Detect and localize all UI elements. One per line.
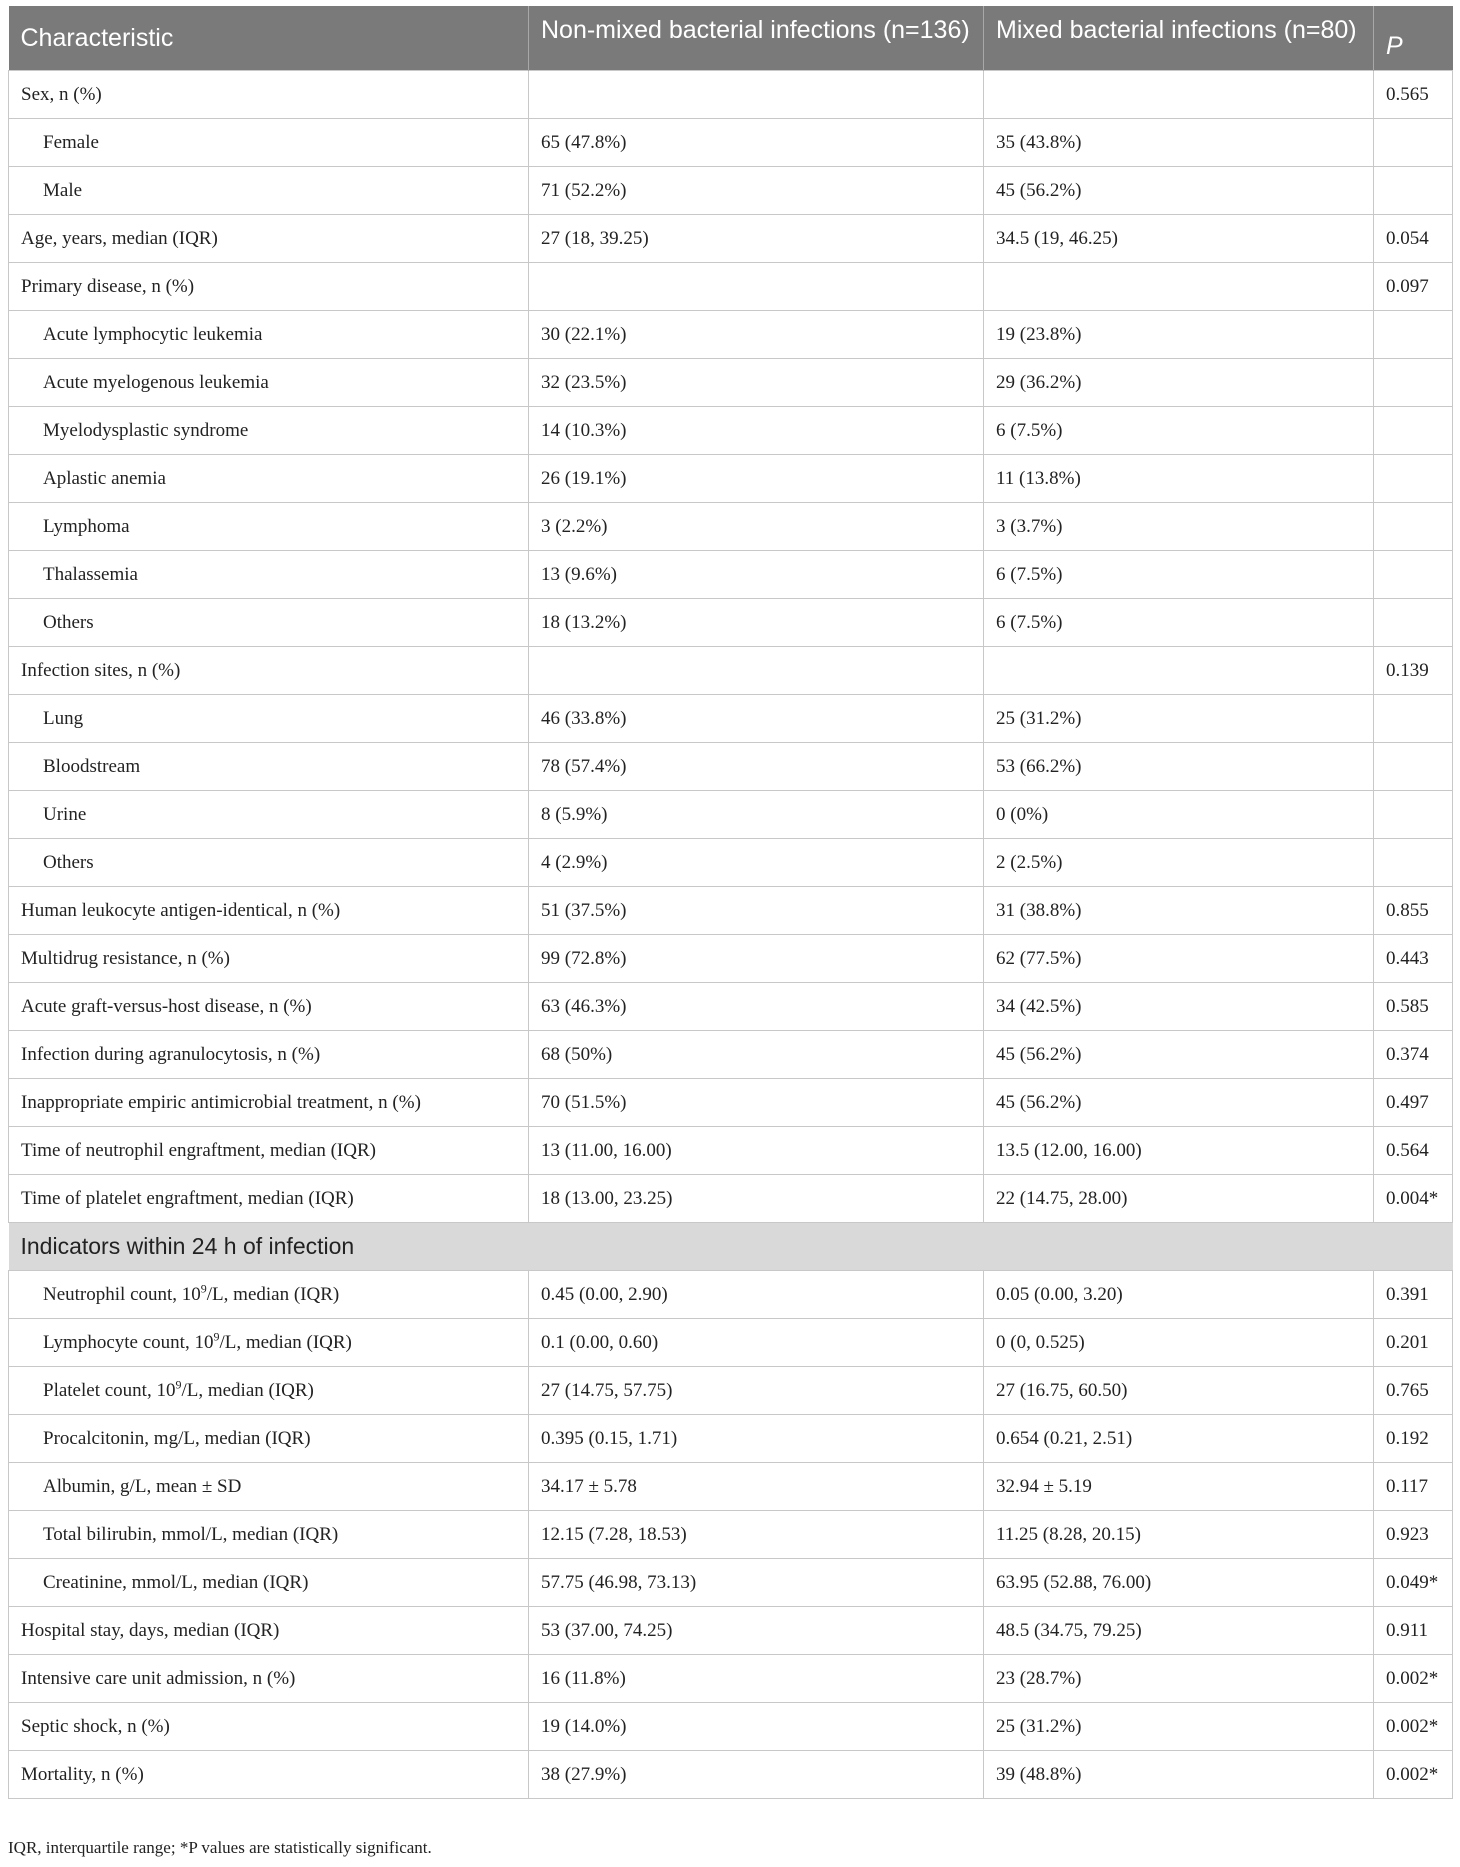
table-row — [9, 1271, 1453, 1319]
row-label: Multidrug resistance, n (%) — [9, 935, 529, 983]
non-mixed-value: 18 (13.2%) — [529, 599, 984, 647]
mixed-value: 0 (0%) — [984, 791, 1374, 839]
row-label: Sex, n (%) — [9, 71, 529, 119]
table-row — [9, 1703, 1453, 1751]
non-mixed-value: 16 (11.8%) — [529, 1655, 984, 1703]
row-label: Mortality, n (%) — [9, 1751, 529, 1799]
non-mixed-value: 68 (50%) — [529, 1031, 984, 1079]
row-label: Female — [9, 119, 529, 167]
table-row — [9, 695, 1453, 743]
p-value: 0.923 — [1374, 1511, 1453, 1559]
row-label: Male — [9, 167, 529, 215]
row-label-suffix: /L, median (IQR) — [219, 1331, 352, 1353]
mixed-value: 62 (77.5%) — [984, 935, 1374, 983]
non-mixed-value: 0.45 (0.00, 2.90) — [529, 1271, 984, 1319]
mixed-value: 25 (31.2%) — [984, 695, 1374, 743]
p-value — [1374, 359, 1453, 407]
table-row — [9, 167, 1453, 215]
p-value: 0.497 — [1374, 1079, 1453, 1127]
p-value: 0.201 — [1374, 1319, 1453, 1367]
mixed-value: 45 (56.2%) — [984, 1031, 1374, 1079]
p-value: 0.002* — [1374, 1751, 1453, 1799]
non-mixed-value: 78 (57.4%) — [529, 743, 984, 791]
p-value: 0.054 — [1374, 215, 1453, 263]
row-label: Thalassemia — [9, 551, 529, 599]
header-p-value — [1374, 6, 1453, 71]
table-row — [9, 551, 1453, 599]
mixed-value: 0.654 (0.21, 2.51) — [984, 1415, 1374, 1463]
p-value: 0.002* — [1374, 1703, 1453, 1751]
table-row — [9, 1031, 1453, 1079]
row-label: Others — [9, 839, 529, 887]
p-value — [1374, 791, 1453, 839]
mixed-value: 0 (0, 0.525) — [984, 1319, 1374, 1367]
non-mixed-value — [529, 647, 984, 695]
p-value: 0.097 — [1374, 263, 1453, 311]
mixed-value: 48.5 (34.75, 79.25) — [984, 1607, 1374, 1655]
p-value — [1374, 167, 1453, 215]
p-value: 0.002* — [1374, 1655, 1453, 1703]
row-label: Infection sites, n (%) — [9, 647, 529, 695]
mixed-value: 45 (56.2%) — [984, 1079, 1374, 1127]
table-row — [9, 1607, 1453, 1655]
row-label-text: Lymphocyte count, 10 — [43, 1331, 214, 1353]
section-row — [9, 1223, 1453, 1271]
table-row — [9, 647, 1453, 695]
table-row — [9, 1367, 1453, 1415]
row-label: Intensive care unit admission, n (%) — [9, 1655, 529, 1703]
mixed-value: 6 (7.5%) — [984, 551, 1374, 599]
mixed-value — [984, 71, 1374, 119]
mixed-value — [984, 647, 1374, 695]
non-mixed-value: 0.395 (0.15, 1.71) — [529, 1415, 984, 1463]
mixed-value — [984, 263, 1374, 311]
p-value: 0.855 — [1374, 887, 1453, 935]
non-mixed-value: 26 (19.1%) — [529, 455, 984, 503]
row-label-suffix: /L, median (IQR) — [181, 1379, 314, 1401]
row-label — [9, 1271, 529, 1319]
row-label-superscript: 9 — [200, 1281, 207, 1296]
table-row — [9, 1463, 1453, 1511]
non-mixed-value: 70 (51.5%) — [529, 1079, 984, 1127]
p-value — [1374, 743, 1453, 791]
row-label: Human leukocyte antigen-identical, n (%) — [9, 887, 529, 935]
p-value: 0.443 — [1374, 935, 1453, 983]
p-value — [1374, 455, 1453, 503]
p-value: 0.564 — [1374, 1127, 1453, 1175]
mixed-value: 63.95 (52.88, 76.00) — [984, 1559, 1374, 1607]
table-row — [9, 359, 1453, 407]
row-label: Primary disease, n (%) — [9, 263, 529, 311]
table-row — [9, 1079, 1453, 1127]
row-label: Total bilirubin, mmol/L, median (IQR) — [9, 1511, 529, 1559]
characteristics-table-container — [8, 6, 1452, 1799]
p-value — [1374, 407, 1453, 455]
row-label-superscript: 9 — [175, 1377, 182, 1392]
table-row — [9, 1175, 1453, 1223]
header-row — [9, 6, 1453, 71]
row-label: Inappropriate empiric antimicrobial treatment, n (%) — [9, 1079, 529, 1127]
non-mixed-value: 71 (52.2%) — [529, 167, 984, 215]
mixed-value: 19 (23.8%) — [984, 311, 1374, 359]
table-row — [9, 1751, 1453, 1799]
non-mixed-value: 30 (22.1%) — [529, 311, 984, 359]
table-row — [9, 935, 1453, 983]
table-row — [9, 119, 1453, 167]
mixed-value: 23 (28.7%) — [984, 1655, 1374, 1703]
row-label: Lung — [9, 695, 529, 743]
non-mixed-value: 13 (9.6%) — [529, 551, 984, 599]
p-value — [1374, 599, 1453, 647]
row-label: Aplastic anemia — [9, 455, 529, 503]
row-label: Age, years, median (IQR) — [9, 215, 529, 263]
p-value: 0.139 — [1374, 647, 1453, 695]
p-value — [1374, 839, 1453, 887]
mixed-value: 34.5 (19, 46.25) — [984, 215, 1374, 263]
non-mixed-value: 14 (10.3%) — [529, 407, 984, 455]
mixed-value: 6 (7.5%) — [984, 407, 1374, 455]
table-row — [9, 1127, 1453, 1175]
p-value: 0.391 — [1374, 1271, 1453, 1319]
p-value: 0.004* — [1374, 1175, 1453, 1223]
non-mixed-value: 0.1 (0.00, 0.60) — [529, 1319, 984, 1367]
row-label: Time of neutrophil engraftment, median (IQR) — [9, 1127, 529, 1175]
mixed-value: 32.94 ± 5.19 — [984, 1463, 1374, 1511]
non-mixed-value: 51 (37.5%) — [529, 887, 984, 935]
table-body — [9, 71, 1453, 1799]
non-mixed-value: 27 (14.75, 57.75) — [529, 1367, 984, 1415]
non-mixed-value: 32 (23.5%) — [529, 359, 984, 407]
p-value: 0.765 — [1374, 1367, 1453, 1415]
table-row — [9, 1511, 1453, 1559]
row-label — [9, 1367, 529, 1415]
p-value — [1374, 311, 1453, 359]
p-value: 0.585 — [1374, 983, 1453, 1031]
table-row — [9, 599, 1453, 647]
row-label: Albumin, g/L, mean ± SD — [9, 1463, 529, 1511]
table-row — [9, 1319, 1453, 1367]
p-value: 0.117 — [1374, 1463, 1453, 1511]
non-mixed-value: 12.15 (7.28, 18.53) — [529, 1511, 984, 1559]
table-row — [9, 1655, 1453, 1703]
row-label: Time of platelet engraftment, median (IQR) — [9, 1175, 529, 1223]
table-row — [9, 263, 1453, 311]
table-row — [9, 791, 1453, 839]
row-label: Creatinine, mmol/L, median (IQR) — [9, 1559, 529, 1607]
table-row — [9, 407, 1453, 455]
row-label-text: Neutrophil count, 10 — [43, 1283, 201, 1305]
mixed-value: 35 (43.8%) — [984, 119, 1374, 167]
non-mixed-value: 3 (2.2%) — [529, 503, 984, 551]
p-value — [1374, 503, 1453, 551]
table-row — [9, 1415, 1453, 1463]
row-label — [9, 1319, 529, 1367]
header-non-mixed: Non-mixed bacterial infections (n=136) — [529, 6, 984, 71]
non-mixed-value: 18 (13.00, 23.25) — [529, 1175, 984, 1223]
header-characteristic: Characteristic — [9, 6, 529, 71]
non-mixed-value: 63 (46.3%) — [529, 983, 984, 1031]
table-row — [9, 1559, 1453, 1607]
mixed-value: 13.5 (12.00, 16.00) — [984, 1127, 1374, 1175]
p-value: 0.192 — [1374, 1415, 1453, 1463]
p-value: 0.565 — [1374, 71, 1453, 119]
table-row — [9, 887, 1453, 935]
row-label: Lymphoma — [9, 503, 529, 551]
p-value: 0.374 — [1374, 1031, 1453, 1079]
row-label-superscript: 9 — [213, 1329, 220, 1344]
header-mixed: Mixed bacterial infections (n=80) — [984, 6, 1374, 71]
mixed-value: 11 (13.8%) — [984, 455, 1374, 503]
non-mixed-value — [529, 263, 984, 311]
mixed-value: 25 (31.2%) — [984, 1703, 1374, 1751]
p-value: 0.911 — [1374, 1607, 1453, 1655]
row-label: Hospital stay, days, median (IQR) — [9, 1607, 529, 1655]
header-p-label: P — [1386, 32, 1403, 60]
mixed-value: 27 (16.75, 60.50) — [984, 1367, 1374, 1415]
non-mixed-value: 46 (33.8%) — [529, 695, 984, 743]
mixed-value: 3 (3.7%) — [984, 503, 1374, 551]
mixed-value: 34 (42.5%) — [984, 983, 1374, 1031]
table-row — [9, 455, 1453, 503]
non-mixed-value: 19 (14.0%) — [529, 1703, 984, 1751]
non-mixed-value: 8 (5.9%) — [529, 791, 984, 839]
non-mixed-value — [529, 71, 984, 119]
mixed-value: 29 (36.2%) — [984, 359, 1374, 407]
row-label: Urine — [9, 791, 529, 839]
mixed-value: 39 (48.8%) — [984, 1751, 1374, 1799]
section-label: Indicators within 24 h of infection — [9, 1223, 1453, 1271]
row-label: Acute graft-versus-host disease, n (%) — [9, 983, 529, 1031]
table-row — [9, 71, 1453, 119]
characteristics-table — [8, 6, 1453, 1799]
table-row — [9, 743, 1453, 791]
table-row — [9, 311, 1453, 359]
mixed-value: 2 (2.5%) — [984, 839, 1374, 887]
table-row — [9, 503, 1453, 551]
row-label: Procalcitonin, mg/L, median (IQR) — [9, 1415, 529, 1463]
table-row — [9, 215, 1453, 263]
row-label: Septic shock, n (%) — [9, 1703, 529, 1751]
non-mixed-value: 13 (11.00, 16.00) — [529, 1127, 984, 1175]
table-footnote: IQR, interquartile range; *P values are statistically significant. — [8, 1838, 432, 1857]
mixed-value: 11.25 (8.28, 20.15) — [984, 1511, 1374, 1559]
non-mixed-value: 27 (18, 39.25) — [529, 215, 984, 263]
non-mixed-value: 38 (27.9%) — [529, 1751, 984, 1799]
row-label: Acute lymphocytic leukemia — [9, 311, 529, 359]
mixed-value: 31 (38.8%) — [984, 887, 1374, 935]
non-mixed-value: 65 (47.8%) — [529, 119, 984, 167]
mixed-value: 6 (7.5%) — [984, 599, 1374, 647]
row-label: Acute myelogenous leukemia — [9, 359, 529, 407]
mixed-value: 0.05 (0.00, 3.20) — [984, 1271, 1374, 1319]
table-header — [9, 6, 1453, 71]
row-label-suffix: /L, median (IQR) — [206, 1283, 340, 1305]
table-row — [9, 983, 1453, 1031]
non-mixed-value: 99 (72.8%) — [529, 935, 984, 983]
mixed-value: 22 (14.75, 28.00) — [984, 1175, 1374, 1223]
table-row — [9, 839, 1453, 887]
non-mixed-value: 4 (2.9%) — [529, 839, 984, 887]
non-mixed-value: 57.75 (46.98, 73.13) — [529, 1559, 984, 1607]
p-value — [1374, 551, 1453, 599]
row-label: Bloodstream — [9, 743, 529, 791]
p-value — [1374, 119, 1453, 167]
p-value — [1374, 695, 1453, 743]
non-mixed-value: 34.17 ± 5.78 — [529, 1463, 984, 1511]
row-label: Infection during agranulocytosis, n (%) — [9, 1031, 529, 1079]
p-value: 0.049* — [1374, 1559, 1453, 1607]
row-label: Myelodysplastic syndrome — [9, 407, 529, 455]
row-label: Others — [9, 599, 529, 647]
row-label-text: Platelet count, 10 — [43, 1379, 176, 1401]
mixed-value: 45 (56.2%) — [984, 167, 1374, 215]
mixed-value: 53 (66.2%) — [984, 743, 1374, 791]
non-mixed-value: 53 (37.00, 74.25) — [529, 1607, 984, 1655]
